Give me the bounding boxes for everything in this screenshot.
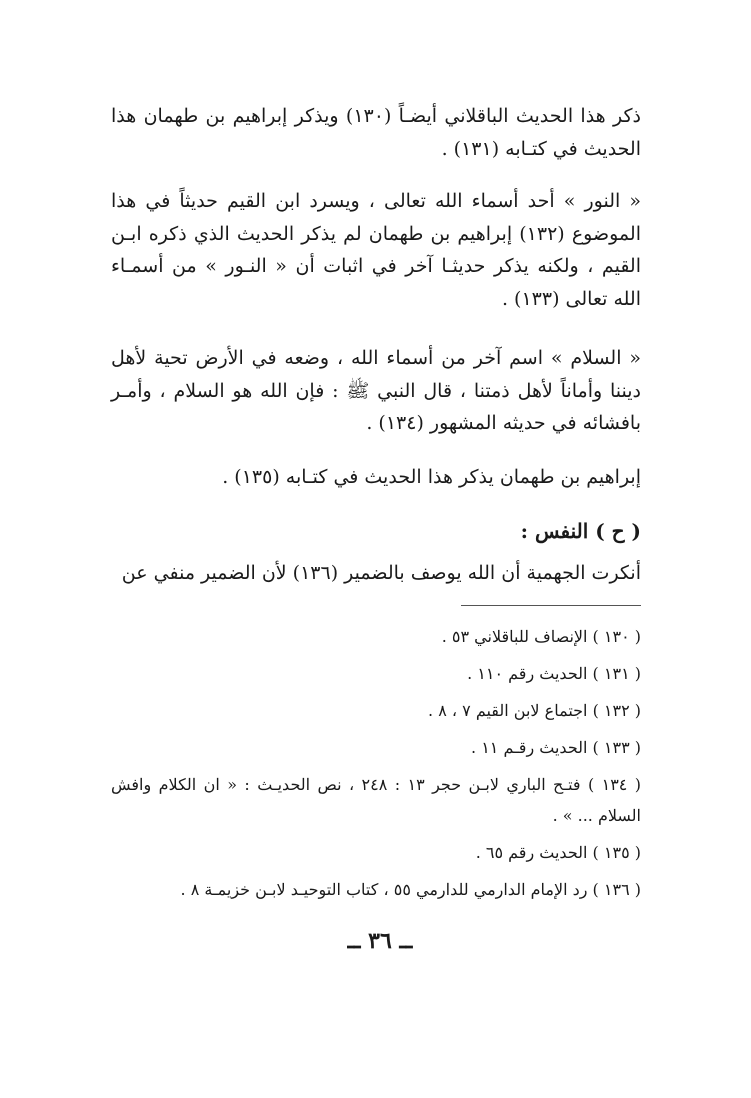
paragraph-text: ذكر هذا الحديث الباقلاني أيضـاً (١٣٠) ويذكر إبراهيم بن طهمان هذا الحديث في كتـابه (١٣١) . xyxy=(111,105,641,160)
footnote-136: ( ١٣٦ ) رد الإمام الدارمي للدارمي ٥٥ ، كتاب التوحيـد لابـن خزيمـة ٨ . xyxy=(180,880,641,899)
paragraph-text: « السلام » اسم آخر من أسماء الله ، وضعه في الأرض تحية لأهل ديننا وأماناً لأهل ذمتنا ، قال النبي ﷺ : فإن الله هو السلام ، وأمـر بافشائه في حديثه المشهور (١٣٤) . xyxy=(111,347,641,434)
paragraph-text: إبراهيم بن طهمان يذكر هذا الحديث في كتـابه (١٣٥) . xyxy=(222,466,641,488)
paragraph-al-nur xyxy=(111,185,641,315)
paragraph-al-nafs xyxy=(111,557,641,590)
page-number: ــ ٣٦ ــ xyxy=(347,928,413,954)
footnote-133: ( ١٣٣ ) الحديث رقـم ١١ . xyxy=(471,738,641,757)
footnotes-list xyxy=(111,621,641,911)
footnote-131: ( ١٣١ ) الحديث رقم ١١٠ . xyxy=(467,664,641,683)
footnote-135: ( ١٣٥ ) الحديث رقم ٦٥ . xyxy=(475,843,641,862)
footnote-132: ( ١٣٢ ) اجتماع لابن القيم ٧ ، ٨ . xyxy=(428,701,641,720)
paragraph-ibrahim-tahman xyxy=(111,461,641,494)
paragraph-albaqillani xyxy=(111,100,641,165)
paragraph-text: أنكرت الجهمية أن الله يوصف بالضمير (١٣٦) لأن الضمير منفي عن xyxy=(121,562,641,584)
footnote-134: ( ١٣٤ ) فتـح الباري لابـن حجر ١٣ : ٢٤٨ ، نص الحديـث : « ان الكلام وافش السلام ... » . xyxy=(111,775,642,825)
paragraph-text: « النور » أحد أسماء الله تعالى ، ويسرد ابن القيم حديثاً في هذا الموضوع (١٣٢) إبراهيم بن طهمان لم يذكر الحديث الذي ذكره ابـن القيم ، ولكنه يذكر حديثـا آخر في اثبات أن « النـور » من أسمـاء الله تعالى (١٣٣) . xyxy=(111,190,641,310)
footnote-130: ( ١٣٠ ) الإنصاف للباقلاني ٥٣ . xyxy=(441,627,641,646)
section-heading: ( ح ) النفس : xyxy=(520,519,641,543)
paragraph-al-salam xyxy=(111,342,641,440)
footnote-divider xyxy=(461,605,641,606)
